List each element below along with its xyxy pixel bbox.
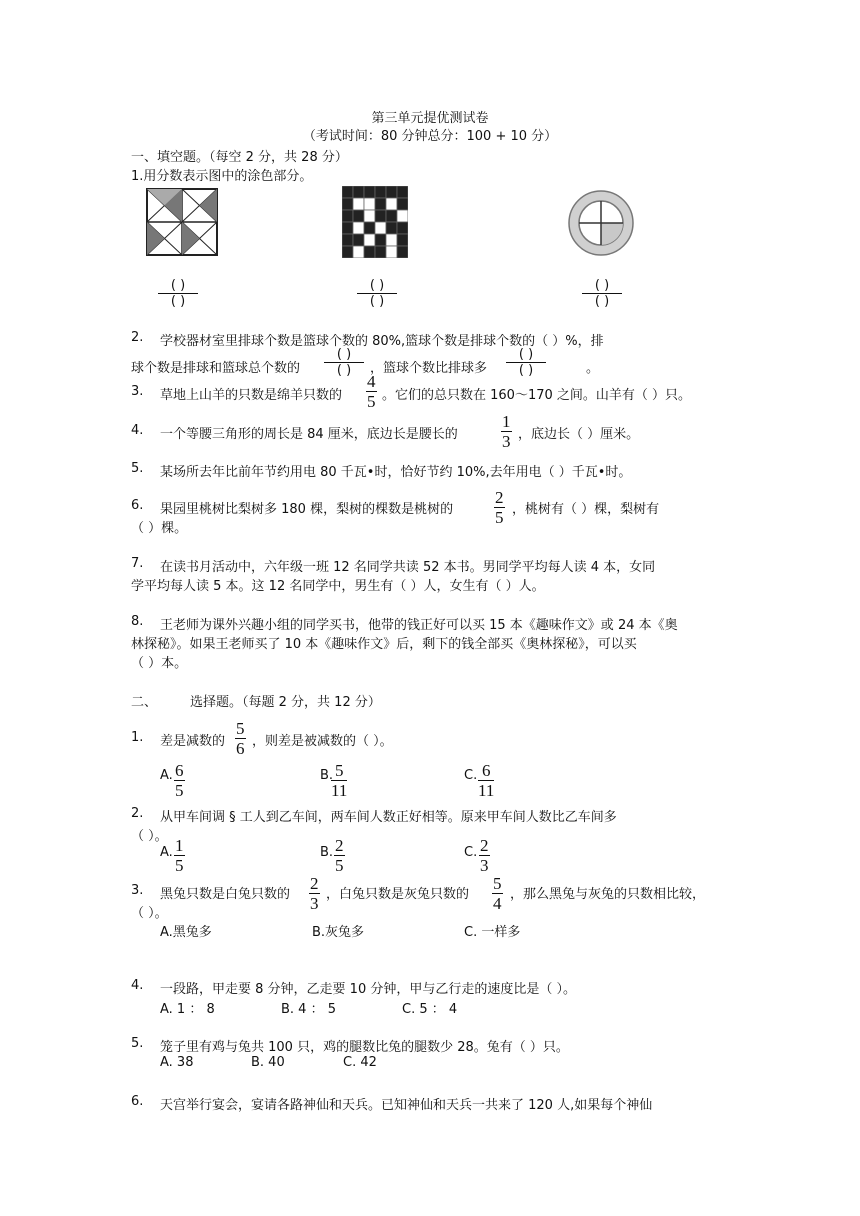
grid-cell bbox=[386, 186, 397, 198]
choice-2-line2: （ ）。 bbox=[131, 829, 168, 844]
grid-cell bbox=[386, 210, 397, 222]
choice-3-text-a: 黑兔只数是白兔只数的 bbox=[160, 887, 291, 902]
grid-cell bbox=[375, 234, 386, 246]
triangle-grid-figure bbox=[144, 187, 220, 259]
grid-cell bbox=[386, 234, 397, 246]
question-3-text-b: 。它们的总只数在 160～170 之间。山羊有（ ）只。 bbox=[382, 388, 692, 403]
grid-cell bbox=[342, 198, 353, 210]
grid-cell bbox=[375, 222, 386, 234]
choice-4-option-c[interactable]: C. 5 ： 4 bbox=[402, 1002, 458, 1017]
choice-5-option-b[interactable]: B. 40 bbox=[251, 1055, 285, 1070]
question-3-number: 3. bbox=[131, 384, 144, 399]
grid-cell bbox=[397, 246, 408, 258]
choice-1-option-c-label[interactable]: C. bbox=[464, 768, 478, 783]
section1-heading: 一、填空题。（每空 2 分，共 28 分） bbox=[131, 150, 348, 165]
grid-cell bbox=[364, 246, 375, 258]
choice-3-option-c[interactable]: C. 一样多 bbox=[464, 925, 521, 940]
choice-1-text-b: ，则差是被减数的（ ）。 bbox=[252, 734, 393, 749]
grid-cell bbox=[342, 210, 353, 222]
grid-cell bbox=[386, 198, 397, 210]
grid-cell bbox=[375, 210, 386, 222]
grid-cell bbox=[375, 246, 386, 258]
grid-cell bbox=[397, 234, 408, 246]
question-2-number: 2. bbox=[131, 330, 144, 345]
choice-4-text: 一段路，甲走要 8 分钟，乙走要 10 分钟，甲与乙行走的速度比是（ ）。 bbox=[160, 982, 576, 997]
choice-6-text: 天宫举行宴会，宴请各路神仙和天兵。已知神仙和天兵一共来了 120 人,如果每个神仙 bbox=[160, 1098, 653, 1113]
question-2-line2a: 球个数是排球和篮球总个数的 bbox=[131, 361, 301, 376]
circle-figure bbox=[565, 188, 637, 258]
choice-2-option-a: $\frac{1}{5}$ bbox=[175, 836, 184, 875]
choice-2-option-c: $\frac{2}{3}$ bbox=[480, 836, 489, 875]
fraction-c1: $\frac{5}{6}$ bbox=[236, 719, 245, 758]
choice-3-option-a[interactable]: A.黑兔多 bbox=[160, 925, 212, 940]
choice-1-option-c: $\frac{6}{11}$ bbox=[478, 761, 495, 800]
choice-2-number: 2. bbox=[131, 806, 144, 821]
choice-3-number: 3. bbox=[131, 883, 144, 898]
choice-3-text-c: ，那么黑兔与灰兔的只数相比较， bbox=[510, 887, 706, 902]
choice-5-number: 5. bbox=[131, 1036, 144, 1051]
choice-2-option-c-label[interactable]: C. bbox=[464, 845, 478, 860]
choice-5-text: 笼子里有鸡与兔共 100 只，鸡的腿数比兔的腿数少 28。兔有（ ）只。 bbox=[160, 1040, 569, 1055]
choice-4-number: 4. bbox=[131, 978, 144, 993]
grid-cell bbox=[353, 198, 364, 210]
question-4-text-a: 一个等腰三角形的周长是 84 厘米，底边长是腰长的 bbox=[160, 427, 458, 442]
question-5-text: 某场所去年比前年节约用电 80 千瓦•时，恰好节约 10%,去年用电（ ）千瓦•时。 bbox=[160, 465, 632, 480]
choice-1-text-a: 差是减数的 bbox=[160, 734, 226, 749]
question-6-line2: （ ）棵。 bbox=[131, 521, 188, 536]
grid-cell bbox=[397, 198, 408, 210]
grid-cell bbox=[364, 198, 375, 210]
question-6-text-b: ，桃树有（ ）棵，梨树有 bbox=[512, 502, 660, 517]
grid-cell bbox=[364, 210, 375, 222]
grid-cell bbox=[364, 186, 375, 198]
grid-cell bbox=[342, 234, 353, 246]
question-7-line2: 学平均每人读 5 本。这 12 名同学中，男生有（ ）人，女生有（ ）人。 bbox=[131, 579, 545, 594]
grid-cell bbox=[353, 246, 364, 258]
question-8-number: 8. bbox=[131, 614, 144, 629]
question-5-number: 5. bbox=[131, 461, 144, 476]
answer-fraction-q2a[interactable]: ( ) ( ) bbox=[324, 347, 364, 379]
choice-2-option-b-label[interactable]: B. bbox=[320, 845, 334, 860]
question-1: 1.用分数表示图中的涂色部分。 bbox=[131, 169, 313, 184]
question-2-line2c: 。 bbox=[586, 361, 600, 376]
grid-cell bbox=[397, 186, 408, 198]
grid-cell bbox=[353, 234, 364, 246]
fraction-q6: $\frac{2}{5}$ bbox=[495, 488, 504, 527]
answer-fraction-3[interactable]: ( ) ( ) bbox=[582, 278, 622, 310]
question-7-number: 7. bbox=[131, 556, 144, 571]
answer-fraction-1[interactable]: ( ) ( ) bbox=[158, 278, 198, 310]
choice-4-option-a[interactable]: A. 1 ： 8 bbox=[160, 1002, 215, 1017]
question-3-text-a: 草地上山羊的只数是绵羊只数的 bbox=[160, 388, 343, 403]
grid-cell bbox=[353, 210, 364, 222]
question-2-line1: 学校器材室里排球个数是篮球个数的 80%,篮球个数是排球个数的（ ）%，排 bbox=[160, 334, 604, 349]
answer-fraction-q2b[interactable]: ( ) ( ) bbox=[506, 347, 546, 379]
grid-cell bbox=[353, 186, 364, 198]
section2-heading: 选择题。（每题 2 分，共 12 分） bbox=[190, 695, 381, 710]
square-grid-figure bbox=[342, 186, 408, 258]
question-4-text-b: ，底边长（ ）厘米。 bbox=[518, 427, 640, 442]
choice-5-option-c[interactable]: C. 42 bbox=[343, 1055, 377, 1070]
answer-fraction-2[interactable]: ( ) ( ) bbox=[357, 278, 397, 310]
choice-2-option-a-label[interactable]: A. bbox=[160, 845, 173, 860]
choice-1-option-a: $\frac{6}{5}$ bbox=[175, 761, 184, 800]
fraction-q4: $\frac{1}{3}$ bbox=[502, 412, 511, 451]
question-8-line1: 王老师为课外兴趣小组的同学买书，他带的钱正好可以买 15 本《趣味作文》或 24 本《奥 bbox=[160, 618, 678, 633]
choice-2-option-b: $\frac{2}{5}$ bbox=[335, 836, 344, 875]
choice-3-text-b: ，白兔只数是灰兔只数的 bbox=[326, 887, 470, 902]
choice-1-option-a-label[interactable]: A. bbox=[160, 768, 173, 783]
question-8-line2: 林探秘》。如果王老师买了 10 本《趣味作文》后，剩下的钱全部买《奥林探秘》，可以买 bbox=[131, 637, 637, 652]
choice-3-line2: （ ）。 bbox=[131, 906, 168, 921]
choice-1-number: 1. bbox=[131, 730, 144, 745]
grid-cell bbox=[375, 186, 386, 198]
choice-1-option-b-label[interactable]: B. bbox=[320, 768, 334, 783]
choice-5-option-a[interactable]: A. 38 bbox=[160, 1055, 194, 1070]
grid-cell bbox=[386, 246, 397, 258]
choice-2-line1: 从甲车间调 § 工人到乙车间，两车间人数正好相等。原来甲车间人数比乙车间多 bbox=[160, 810, 617, 825]
fraction-q3: $\frac{4}{5}$ bbox=[367, 372, 376, 411]
fraction-c3-1: $\frac{2}{3}$ bbox=[310, 874, 319, 913]
grid-cell bbox=[397, 222, 408, 234]
grid-cell bbox=[375, 198, 386, 210]
page-subtitle: （考试时间：80 分钟总分：100 + 10 分） bbox=[302, 129, 558, 144]
choice-6-number: 6. bbox=[131, 1094, 144, 1109]
choice-4-option-b[interactable]: B. 4 ： 5 bbox=[281, 1002, 336, 1017]
fraction-c3-2: $\frac{5}{4}$ bbox=[493, 874, 502, 913]
question-7-line1: 在读书月活动中，六年级一班 12 名同学共读 52 本书。男同学平均每人读 4 本，女同 bbox=[160, 560, 656, 575]
grid-cell bbox=[353, 222, 364, 234]
grid-cell bbox=[397, 210, 408, 222]
grid-cell bbox=[386, 222, 397, 234]
question-2-line2b: ，篮球个数比排球多 bbox=[370, 361, 488, 376]
grid-cell bbox=[364, 234, 375, 246]
choice-1-option-b: $\frac{5}{11}$ bbox=[331, 761, 348, 800]
question-8-line3: （ ）本。 bbox=[131, 656, 188, 671]
page-title: 第三单元提优测试卷 bbox=[371, 111, 489, 126]
grid-cell bbox=[364, 222, 375, 234]
grid-cell bbox=[342, 186, 353, 198]
question-4-number: 4. bbox=[131, 423, 144, 438]
question-6-number: 6. bbox=[131, 498, 144, 513]
choice-3-option-b[interactable]: B.灰兔多 bbox=[312, 925, 365, 940]
grid-cell bbox=[342, 246, 353, 258]
grid-cell bbox=[342, 222, 353, 234]
question-6-text-a: 果园里桃树比梨树多 180 棵，梨树的棵数是桃树的 bbox=[160, 502, 454, 517]
section2-number: 二、 bbox=[131, 695, 158, 710]
